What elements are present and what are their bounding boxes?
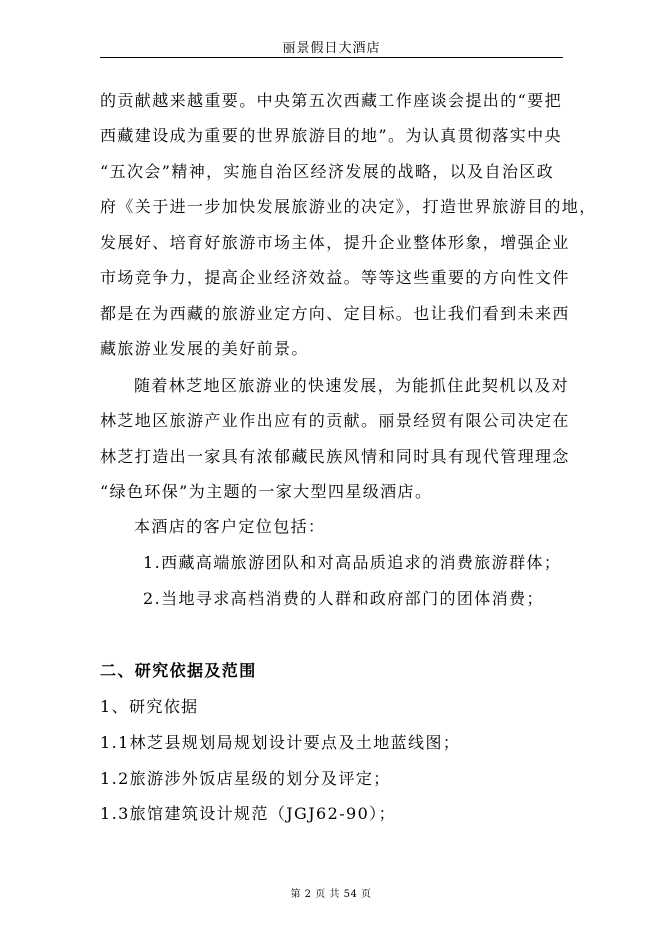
positioning-item: 2.当地寻求高档消费的人群和政府部门的团体消费； [143,589,544,608]
paragraph-line: 的贡献越来越重要。中央第五次西藏工作座谈会提出的“要把 [100,91,562,110]
paragraph-line: “绿色环保”为主题的一家大型四星级酒店。 [100,482,433,501]
paragraph-line: 随着林芝地区旅游业的快速发展，为能抓住此契机以及对 [134,376,570,395]
paragraph-line: 藏旅游业发展的美好前景。 [100,339,309,358]
section-heading: 二、研究依据及范围 [100,661,257,680]
positioning-intro: 本酒店的客户定位包括： [134,517,326,536]
paragraph-line: 林芝地区旅游产业作出应有的贡献。丽景经贸有限公司决定在 [100,411,570,430]
paragraph-line: 市场竞争力，提高企业经济效益。等等这些重要的方向性文件 [100,268,570,287]
paragraph-line: 西藏建设成为重要的世界旅游目的地”。为认真贯彻落实中央 [100,126,562,145]
paragraph-line: “五次会”精神，实施自治区经济发展的战略，以及自治区政 [100,162,555,181]
paragraph-line: 发展好、培育好旅游市场主体，提升企业整体形象，增强企业 [100,233,570,252]
positioning-item: 1.西藏高端旅游团队和对高品质追求的消费旅游群体； [143,553,562,572]
basis-item: 1.3旅馆建筑设计规范（JGJ62-90）； [100,804,396,823]
paragraph-line: 林芝打造出一家具有浓郁藏民族风情和同时具有现代管理理念 [100,447,570,466]
basis-item: 1.2旅游涉外饭店星级的划分及评定； [100,769,391,788]
paragraph-line: 都是在为西藏的旅游业定方向、定目标。也让我们看到未来西 [100,304,570,323]
page-number: 第 2 页 共 54 页 [290,889,372,900]
paragraph-line: 府《关于进一步加快发展旅游业的决定》，打造世界旅游目的地， [100,197,597,216]
basis-item: 1.1林芝县规划局规划设计要点及土地蓝线图； [100,733,461,752]
header-divider [100,57,563,58]
page-header-title: 丽景假日大酒店 [282,41,381,56]
subsection-heading: 1、研究依据 [100,697,199,716]
